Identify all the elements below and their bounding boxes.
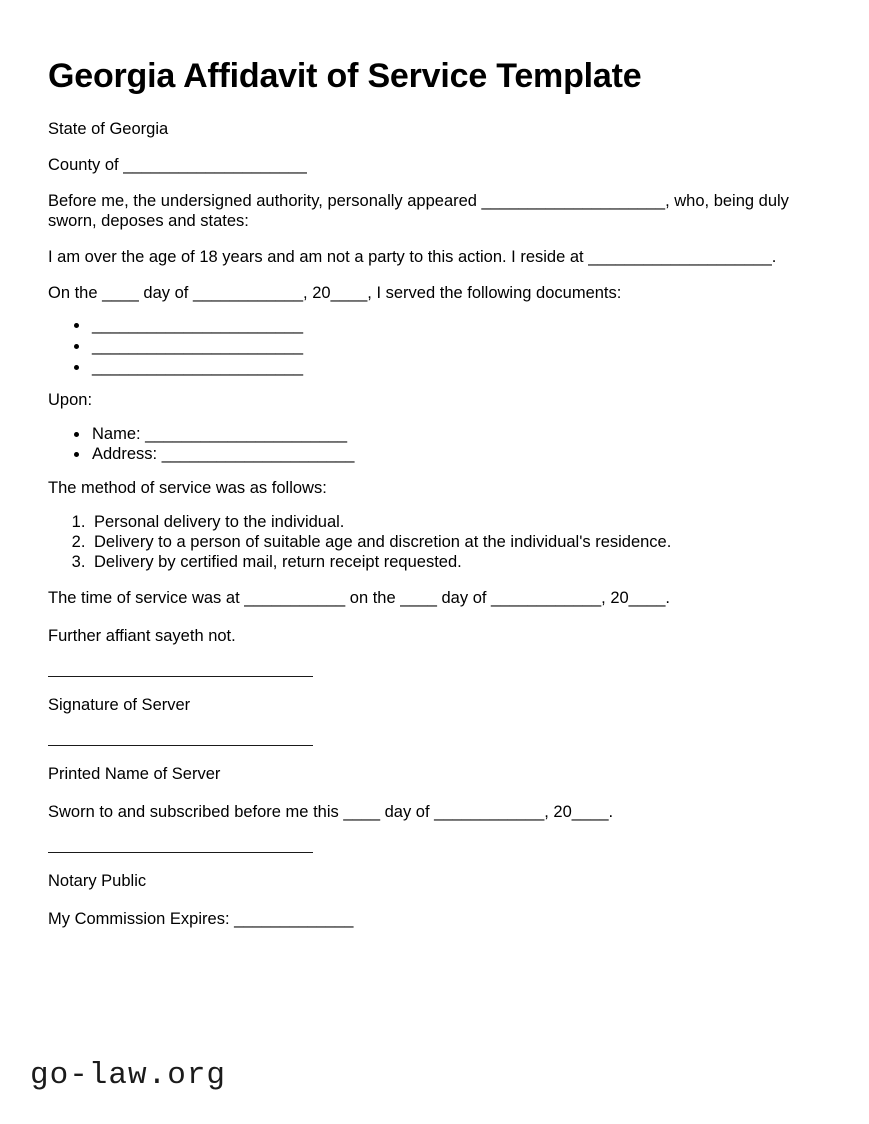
spacer [48,231,821,247]
spacer [48,746,821,764]
list-item: 2. Delivery to a person of suitable age and discretion at the individual's residence. [90,532,821,552]
service-date-line: On the ____ day of ____________, 20____, I served the following documents: [48,284,622,303]
spacer [48,891,821,909]
list-item-name: • Name: ______________________ [90,424,821,444]
spacer [48,646,821,676]
list-item: • _______________________ [90,315,821,335]
spacer [48,853,821,871]
list-item: • _______________________ [90,357,821,377]
page-title: Georgia Affidavit of Service Template [48,57,642,95]
spacer [48,498,821,512]
spacer [48,822,821,852]
list-item: 1. Personal delivery to the individual. [90,512,821,532]
spacer [48,267,821,283]
signature-label: Signature of Server [48,696,191,715]
time-of-service-line: The time of service was at ___________ on the ____ day of ____________, 20____. [48,589,670,608]
sworn-line: Sworn to and subscribed before me this ____ day of ____________, 20____. [48,803,614,822]
spacer [48,608,821,626]
spacer [48,784,821,802]
notary-label: Notary Public [48,872,147,891]
list-item: 3. Delivery by certified mail, return receipt requested. [90,552,821,572]
spacer [48,378,821,390]
commission-expires-line: My Commission Expires: _____________ [48,910,354,929]
age-residence-paragraph: I am over the age of 18 years and am not a party to this action. I reside at ____________________. [48,248,777,267]
spacer [48,572,821,588]
method-list [48,512,821,572]
spacer [48,464,821,478]
spacer [48,715,821,745]
state-line: State of Georgia [48,120,169,139]
upon-label: Upon: [48,391,93,410]
spacer [48,303,821,315]
recipient-list [48,424,821,464]
spacer [48,677,821,695]
printed-name-label: Printed Name of Server [48,765,221,784]
spacer [48,175,821,191]
spacer [48,139,821,155]
document-body [48,0,821,929]
documents-served-list [48,315,821,377]
spacer [48,410,821,424]
closing-line: Further affiant sayeth not. [48,627,236,646]
spacer [48,95,821,119]
list-item-address: • Address: _____________________ [90,444,821,464]
method-intro: The method of service was as follows: [48,479,327,498]
site-watermark: go-law.org [30,1058,227,1093]
list-item: • _______________________ [90,336,821,356]
county-line: County of ____________________ [48,156,307,175]
appearance-paragraph: Before me, the undersigned authority, personally appeared ____________________, who, being duly sworn, deposes and states: [48,192,789,231]
